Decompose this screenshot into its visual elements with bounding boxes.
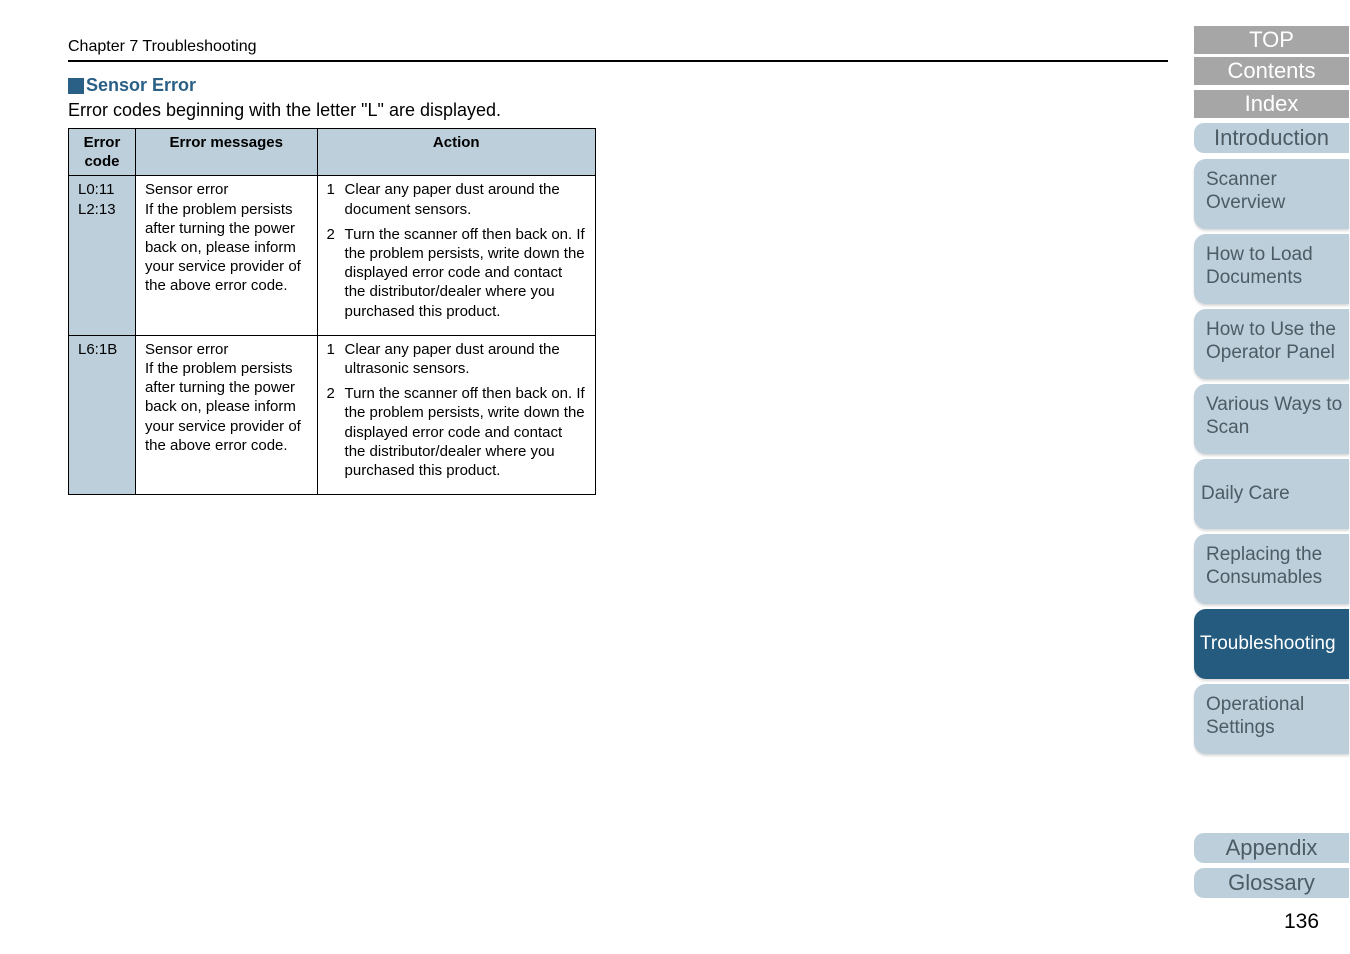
error-message-cell	[135, 176, 317, 335]
error-code-cell	[69, 176, 136, 335]
action-step: 2 Turn the scanner off then back on. If the problem persists, write down the displayed error code and contact the distributor/dealer where you purchased this product.	[326, 385, 585, 480]
table-row	[69, 176, 596, 335]
header-divider	[68, 60, 1168, 62]
error-code: L6:1B	[78, 340, 118, 358]
error-code-table	[68, 128, 596, 495]
section-title: Sensor Error	[86, 75, 197, 95]
nav-appendix-button[interactable]: Appendix	[1194, 833, 1349, 863]
header-action: Action	[317, 129, 595, 176]
action-step: 1 Clear any paper dust around the ultrasonic sensors.	[326, 340, 560, 378]
header-error-code: Error code	[69, 129, 136, 176]
action-cell	[317, 176, 595, 335]
header-error-messages: Error messages	[135, 129, 317, 176]
nav-contents-button[interactable]: Contents	[1194, 57, 1349, 85]
nav-introduction-button[interactable]: Introduction	[1194, 123, 1349, 153]
error-message-text: If the problem persists after turning the power back on, please inform your service provider of the above error code.	[144, 360, 301, 454]
nav-index-button[interactable]: Index	[1194, 90, 1349, 118]
nav-top-button[interactable]: TOP	[1194, 26, 1349, 54]
error-message-text: If the problem persists after turning the power back on, please inform your service provider of the above error code.	[144, 200, 301, 295]
nav-tab-scanner-overview[interactable]: Scanner Overview	[1194, 159, 1349, 229]
nav-tab-troubleshooting[interactable]: Troubleshooting	[1194, 609, 1349, 679]
error-message-title: Sensor error	[144, 181, 229, 199]
nav-tab-various-ways-to-scan[interactable]: Various Ways to Scan	[1194, 384, 1349, 454]
nav-tab-how-to-use-operator-panel[interactable]: How to Use the Operator Panel	[1194, 309, 1349, 379]
table-row	[69, 335, 596, 494]
action-cell	[317, 335, 595, 494]
error-code: L0:11	[78, 181, 115, 199]
section-heading	[68, 75, 196, 96]
nav-tab-how-to-load-documents[interactable]: How to Load Documents	[1194, 234, 1349, 304]
nav-tab-operational-settings[interactable]: Operational Settings	[1194, 684, 1349, 754]
error-message-cell	[135, 335, 317, 494]
nav-tab-replacing-consumables[interactable]: Replacing the Consumables	[1194, 534, 1349, 604]
nav-glossary-button[interactable]: Glossary	[1194, 868, 1349, 898]
action-step: 1 Clear any paper dust around the document sensors.	[326, 181, 560, 218]
page-number: 136	[1284, 910, 1320, 933]
section-intro: Error codes beginning with the letter "L" are displayed.	[68, 100, 502, 120]
section-square-icon	[68, 78, 84, 94]
error-code: L2:13	[78, 200, 116, 218]
error-message-title: Sensor error	[144, 340, 229, 358]
nav-tab-daily-care[interactable]: Daily Care	[1194, 459, 1349, 529]
action-step: 2 Turn the scanner off then back on. If the problem persists, write down the displayed error code and contact the distributor/dealer where you purchased this product.	[326, 225, 585, 320]
chapter-header: Chapter 7 Troubleshooting	[68, 38, 257, 55]
error-code-cell	[69, 335, 136, 494]
